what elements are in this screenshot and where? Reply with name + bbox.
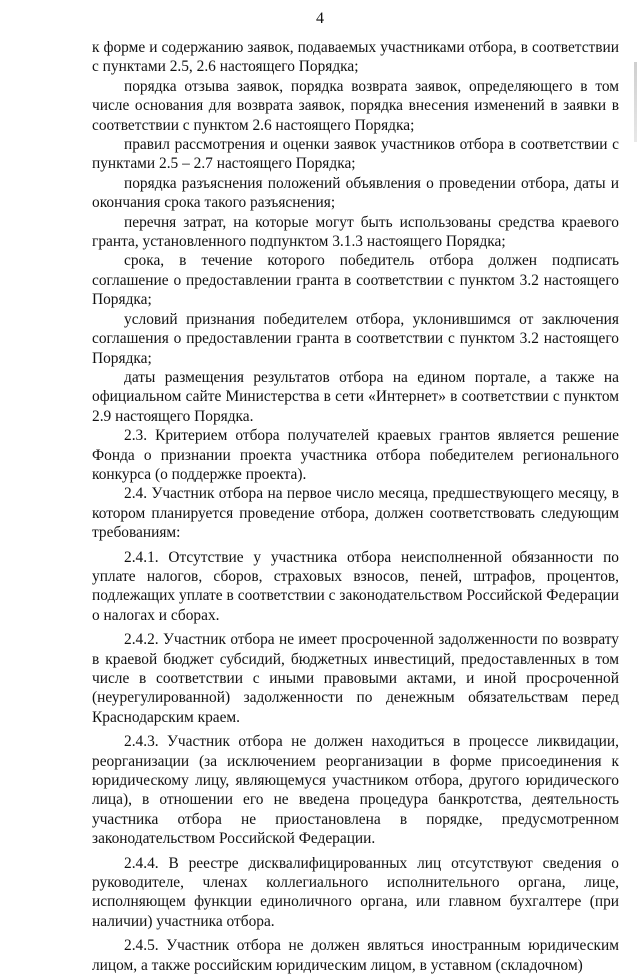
- paragraph-6: срока, в течение которого победитель отбора должен подписать соглашение о предоставлении гранта в соответствии с пунктом 3.2 настоящего Порядка;: [92, 252, 619, 309]
- document-body: [92, 38, 619, 975]
- scan-edge-shadow: [634, 62, 637, 142]
- paragraph-7: условий признания победителем отбора, уклонившимся от заключения соглашения о предоставлении гранта в соответствии с пунктом 3.2 настоящего Порядка;: [92, 310, 619, 367]
- paragraph-8: даты размещения результатов отбора на едином портале, а также на официальном сайте Министерства в сети «Интернет» в соответствии с пунктом 2.9 настоящего Порядка.: [92, 368, 619, 425]
- paragraph-2-4-4: 2.4.4. В реестре дисквалифицированных лиц отсутствуют сведения о руководителе, членах коллегиального исполнительного органа, лице, исполняющем функции единоличного органа, или главном бухгалтере (при наличии) участника отбора.: [92, 854, 619, 930]
- paragraph-5: перечня затрат, на которые могут быть использованы средства краевого гранта, установленного подпунктом 3.1.3 настоящего Порядка;: [92, 213, 619, 251]
- paragraph-2-4-3: 2.4.3. Участник отбора не должен находиться в процессе ликвидации, реорганизации (за исключением реорганизации в форме присоединения к юридическому лицу, являющемуся участником отбора, другого юридического лица), в отношении его не введена процедура банкротства, деятельность участника отбора не приостановлена в порядке, предусмотренном законодательством Российской Федерации.: [92, 733, 619, 848]
- paragraph-2-4-2: 2.4.2. Участник отбора не имеет просроченной задолженности по возврату в краевой бюджет субсидий, бюджетных инвестиций, предоставленных в том числе в соответствии с иными правовыми актами, и иной просроченной (неурегулированной) задолженности по денежным обязательствам перед Краснодарским краем.: [92, 631, 619, 726]
- paragraph-3: правил рассмотрения и оценки заявок участников отбора в соответствии с пунктами 2.5 – 2.7 настоящего Порядка;: [92, 136, 619, 173]
- paragraph-2: порядка отзыва заявок, порядка возврата заявок, определяющего в том числе основания для возврата заявок, порядка внесения изменений в заявки в соответствии с пунктом 2.6 настоящего Порядка;: [92, 77, 619, 134]
- paragraph-2-3: 2.3. Критерием отбора получателей краевых грантов является решение Фонда о признании проекта участника отбора победителем регионального конкурса (о поддержке проекта).: [92, 427, 619, 483]
- paragraph-2-4-1: 2.4.1. Отсутствие у участника отбора неисполненной обязанности по уплате налогов, сборов, страховых взносов, пеней, штрафов, процентов, подлежащих уплате в соответствии с законодательством Российской Федерации о налогах и сборах.: [92, 548, 619, 624]
- paragraph-1: к форме и содержанию заявок, подаваемых участниками отбора, в соответствии с пунктами 2.5, 2.6 настоящего Порядка;: [92, 39, 619, 76]
- paragraph-2-4-5: 2.4.5. Участник отбора не должен являться иностранным юридическим лицом, а также российским юридическим лицом, в уставном (складочном): [92, 937, 619, 974]
- paragraph-2-4: 2.4. Участник отбора на первое число месяца, предшествующего месяцу, в котором планируется проведение отбора, должен соответствовать следующим требованиям:: [92, 485, 619, 542]
- page-number: 4: [316, 10, 324, 27]
- paragraph-4: порядка разъяснения положений объявления о проведении отбора, даты и окончания срока такого разъяснения;: [92, 174, 619, 212]
